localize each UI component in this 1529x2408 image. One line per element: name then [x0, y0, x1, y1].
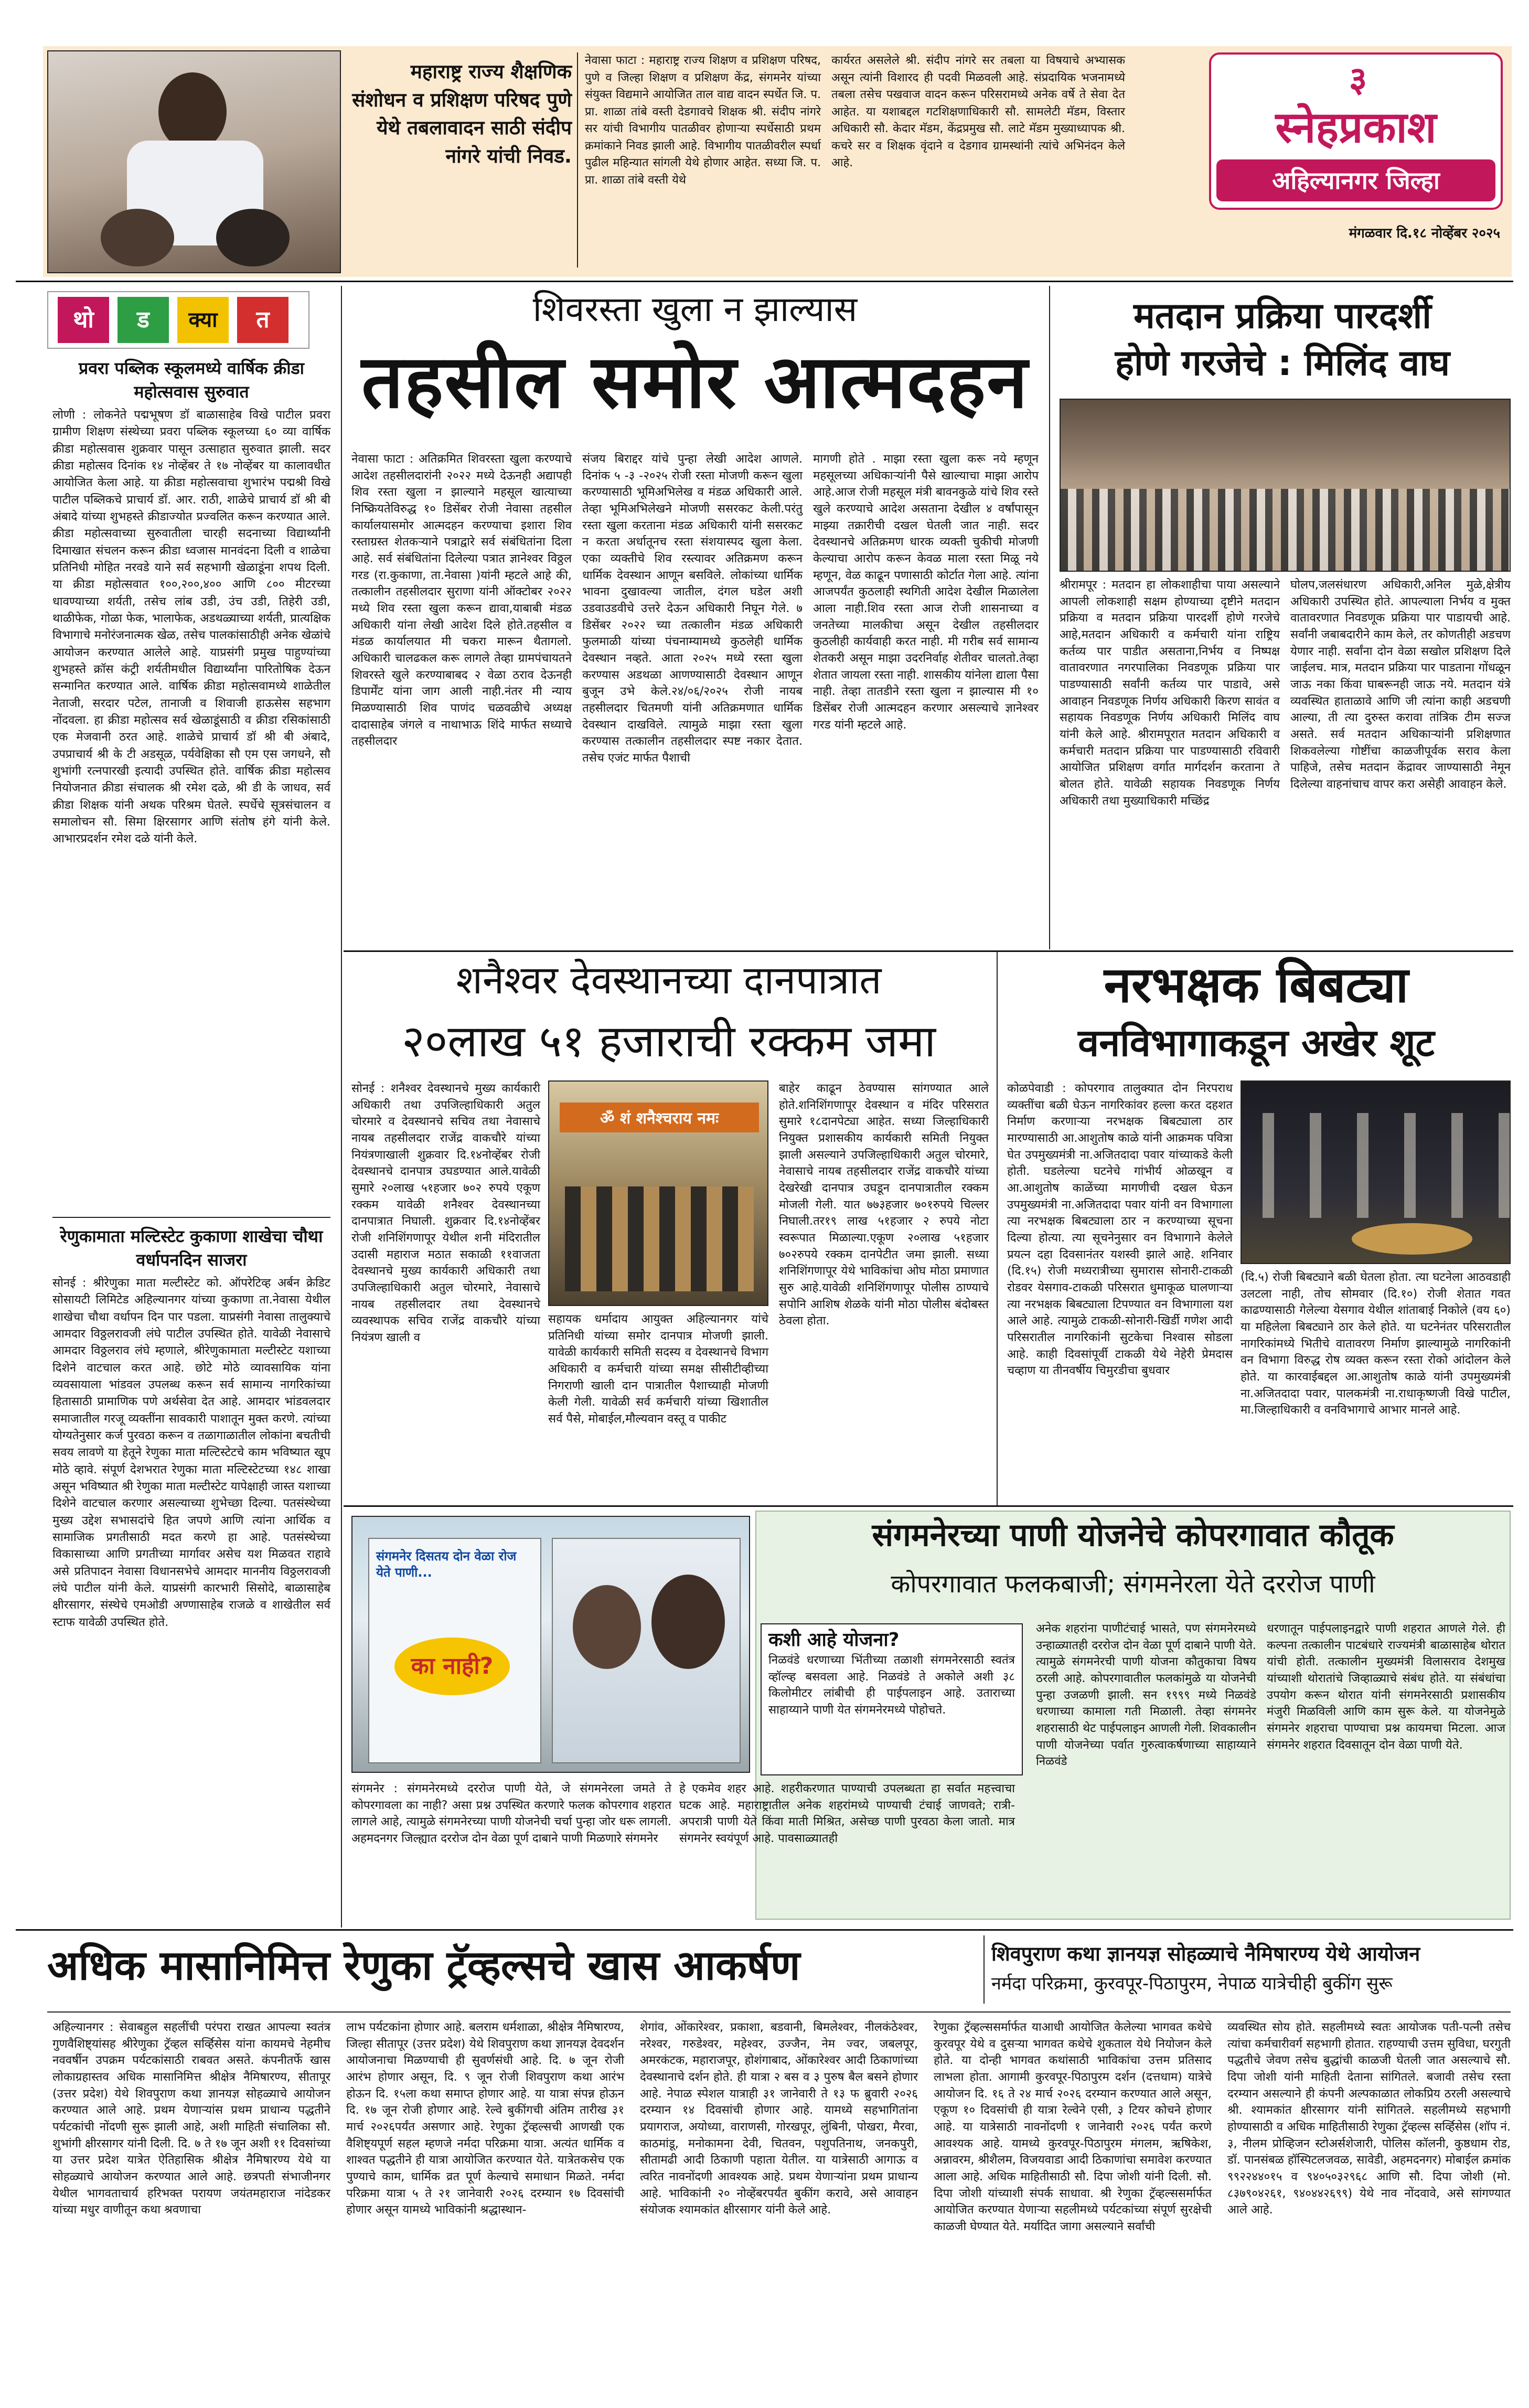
leopard-photo — [1241, 1080, 1511, 1264]
thodkyat-story2-title: रेणुकामाता मल्टिस्टेट कुकाणा शाखेचा चौथा वर्धापनदिन साजरा — [60, 1226, 323, 1270]
thodkyat-story1-title: प्रवरा पब्लिक स्कूलमध्ये वार्षिक क्रीडा महोत्सवास सुरुवात — [79, 358, 304, 402]
shani-headline: २०लाख ५१ हजाराची रक्कम जमा — [401, 1015, 936, 1067]
shani-kicker: शनैश्वर देवस्थानच्या दानपात्रात — [456, 958, 882, 1003]
banner-text-2: का नाही? — [394, 1638, 510, 1695]
bibatya-headline-2: वनविभागाकडून अखेर शूट — [1078, 1021, 1435, 1065]
matdan-headline-2: होणे गरजेचे : मिलिंद वाघ — [1115, 343, 1450, 384]
renuka-headline: अधिक मासानिमित्त रेणुका ट्रॅव्हल्सचे खास आकर्षण — [47, 1942, 800, 1989]
thodkyat-letter-4: त — [237, 297, 288, 343]
yojana-box-body: निळवंडे धरणाच्या भिंतीच्या तळाशी संगमनेरसाठी स्वतंत्र व्हॉल्व्ह बसवला आहे. निळवंडे ते अकोले अशी ३८ किलोमीटर लांबीची ही पाईपलाइन आहे. उताराच्या साहाय्याने पाणी येत संगमनेरमध्ये पोहोचते. — [768, 1653, 1015, 1717]
renuka-col1: अहिल्यानगर : सेवाबहुल सहलींची परंपरा राखत आपल्या स्वतंत्र गुणवैशिष्ट्यांसह श्रीरेणुका ट्रॅव्हल सर्व्हिसेस यांना कायमचे नेहमीच नववर्षीन उपक्रम पर्यटकांसाठी राबवत असते. कंपनीतर्फे खास लोकाग्रहास्तव अधिक मासानिमित्त श्रीक्षेत्र नैमिषारण्य, सीतापूर (उत्तर प्रदेश) येथे शिवपुराण कथा ज्ञानयज्ञ सोहळ्याचे आयोजन करण्यात आले आहे. प्रथम येणाऱ्यांस प्रथम प्राधान्य पद्धतीने पर्यटकांची नोंदणी सुरू झाली आहे, अशी माहिती संचालिका सौ. शुभांगी क्षीरसागर यांनी दिली. दि. ७ ते १७ जून अशी ११ दिवसांच्या या उत्तर प्रदेश यात्रेत ऐतिहासिक श्रीक्षेत्र नैमिषारण्य येथे या सोहळ्याचे आयोजन करण्यात आले आहे. छत्रपती संभाजीनगर येथील भागवताचार्य हरिभक्त परायण जयंतमहाराज नांदेडकर यांच्या मधुर वाणीतून कथा श्रवणाचा — [52, 2020, 330, 2217]
pani-col-right: धरणातून पाईपलाइनद्वारे पाणी शहरात आणले गेले. ही कल्पना तत्कालीन पाटबंधारे राज्यमंत्री बाळासाहेब थोरात यांची होती. तत्कालीन मुख्यमंत्री विलासराव देशमुख यांच्याशी थोरातांचे जिव्हाळ्याचे संबंध होते. या संबंधांचा उपयोग करून थोरात यांनी संगमनेरसाठी प्रशासकीय मंजुरी मिळविली आणि काम सुरू केले. या योजनेमुळे संगमनेर शहराचा पाण्याचा प्रश्न कायमचा मिटला. आज संगमनेर शहरात दिवसातून दोन वेळा पाणी येते. — [1267, 1622, 1505, 1752]
training-hall-photo — [1060, 399, 1511, 572]
temple-donation-photo — [548, 1080, 768, 1306]
renuka-col5: व्यवस्थित सोय होते. सहलीमध्ये स्वतः आयोजक पती-पत्नी तसेच त्यांचा कर्मचारीवर्ग सहभागी होतात. राहण्याची उत्तम सुविधा, घरगुती पद्धतीचे जेवण तसेच बुद्धांची काळजी घेतली जात असल्याचे सौ. दिपा जोशी यांनी माहिती देताना सांगितले. बजावी तसेच रस्ता दरम्यान असल्याने ही कंपनी अल्पकाळात लोकप्रिय ठरली असल्याचे श्री. श्यामकांत क्षीरसागर यांनी सांगितले. सहलीमध्ये सहभागी होण्यासाठी व अधिक माहितीसाठी रेणुका ट्रॅव्हल्स सर्व्हिसेस (शॉप नं. ३, नीलम प्रोव्हिजन स्टोअर्सशेजारी, पोलिस कॉलनी, कुष्ठधाम रोड, डॉ. पानसंबळ हॉस्पिटलजवळ, सावेडी, अहमदनगर) मोबाईल क्रमांक ९९२२४४०१५ व ९४०५०३२९६८ आणि सौ. दिपा जोशी (मो. ८३७९०४२६१, ९४०४४२६९९) येथे नाव नोंदवावे, असे सांगण्यात आले आहे. — [1227, 2020, 1511, 2217]
shivrasta-kicker: शिवरस्ता खुला न झाल्यास — [532, 289, 858, 329]
top-story-col1: नेवासा फाटा : महाराष्ट्र राज्य शिक्षण व प्रशिक्षण परिषद, पुणे व जिल्हा शिक्षण व प्रशिक्षण केंद्र, संगमनेर यांच्या संयुक्त विद्यमाने आयोजित ताल वाद्य वादन स्पर्धेत जि. प. प्रा. शाळा तांबे वस्ती देडगावचे शिक्षक श्री. संदीप नांगरे सर यांची विभागीय पातळीवर होणाऱ्या स्पर्धेसाठी प्रथम क्रमांकाने निवड झाली आहे. विभागीय पातळीवरील स्पर्धा पुढील महिन्यात सांगली येथे होणार आहेत. सध्या जि. प. प्रा. शाळा तांबे वस्ती येथे — [585, 54, 821, 187]
shani-col3: बाहेर काढून ठेवण्यास सांगण्यात आले होते.शनिशिंगणापूर देवस्थान व मंदिर परिसरात सुमारे १८दानपेट्या आहेत. सध्या जिल्हाधिकारी नियुक्त प्रशासकीय कार्यकारी समिती नियुक्त झाली असल्याने उपजिल्हाधिकारी अतुल चोरमारे, नेवासाचे नायब तहसीलदार राजेंद्र वाकचौरे यांच्या देखरेखी दानपात्र उघडून दानपात्रातील रक्कम मोजली गेली. यात ७७३हजार ७०१रुपये चिल्लर निघाली.तर१९ लाख ५१हजार २ रुपये नोटा स्वरूपात मिळाल्या.एकूण २०लाख ५१हजार ७०२रुपये रक्कम दानपेटीत जमा झाली. सध्या शनिशिंगणापूर येथे भाविकांचा ओघ मोठा प्रमाणात सुरु आहे.यावेळी शनिशिंगणापूर पोलीस ठाण्याचे सपोनि आशिष शेळके यांनी मोठा पोलीस बंदोबस्त ठेवला होता. — [779, 1082, 989, 1328]
pani-bottom-col1: संगमनेर : संगमनेरमध्ये दररोज पाणी येते, जे संगमनेरला जमते ते कोपरगावला का नाही? असा प्रश्न उपस्थित करणारे फलक कोपरगाव शहरात लागले आहे, त्यामुळे संगमनेरच्या पाणी योजनेची चर्चा पुन्हा जोर धरू लागली. अहमदनगर जिल्ह्यात दररोज दोन वेळा पूर्ण दाबाने पाणी मिळणारे संगमनेर — [351, 1782, 671, 1845]
thodkyat-story2-body: सोनई : श्रीरेणुका माता मल्टीस्टेट को. ऑपरेटिव्ह अर्बन क्रेडिट सोसायटी लिमिटेड अहिल्यानगर यांच्या कुकाणा ता.नेवासा येथील शाखेचा चौथा वर्धापन दिन पार पडला. याप्रसंगी नेवासा तालुक्याचे आमदार विठ्ठलरावजी लंघे पाटील उपस्थित होते. यावेळी नेवासाचे आमदार विठ्ठलराव लंघे म्हणाले, श्रीरेणुकामाता मल्टीस्टेट यशाच्या दिशेने वाटचाल करत आहे. छोटे मोठे व्यावसायिक यांना व्यवसायाला भांडवल उपलब्ध करून सर्व सामान्य नागरिकांच्या हितासाठी प्रामाणिक पणे अर्थसेवा देत आहे. आमदार भांडवलदार समाजातील गरजू व्यक्तींना सावकारी पाशातून मुक्त करणे. त्यांच्या योग्यतेनुसार कर्ज पुरवठा करून व तळागाळातील लोकांना बचतीची सवय लावणे या हेतूने रेणुका माता मल्टिस्टेटचे काम भविष्यात खूप मोठे व्हावे. संपूर्ण देशभरात रेणुका माता मल्टिस्टेटच्या १४८ शाखा असून भविष्यात श्री रेणुका माता मल्टीस्टेट यापेक्षाही जास्त यशाच्या दिशेने वाटचाल करणार असल्याच्या शुभेच्छा दिल्या. पतसंस्थेच्या मुख्य उद्देश सभासदांचे हित जपणे आणि त्यांना आर्थिक व सामाजिक प्रगतीसाठी मदत करणे हा आहे. पतसंस्थेच्या विकासाच्या आणि प्रगतीच्या मार्गावर असेच यश मिळवत राहावे असे प्रतिपादन नेवासा विधानसभेचे आमदार माननीय विठ्ठलरावजी लंघे पाटील यांनी केले. याप्रसंगी कारभारी सिसोदे, बाळासाहेब क्षीरसागर, संस्थेचे एमओडी अण्णासाहेब राजळे व शाखेतील सर्व स्टाफ यावेळी उपस्थित होते. — [52, 1276, 330, 1629]
masthead-subtitle: अहिल्यानगर जिल्हा — [1216, 159, 1495, 201]
page-number: ३ — [1349, 59, 1367, 100]
shivrasta-headline: तहसील समोर आत्मदहन — [361, 339, 1029, 425]
matdan-col2: घोलप,जलसंधारण अधिकारी,अनिल मुळे,क्षेत्रीय अधिकारी उपस्थित होते. आपल्याला निर्भय व मुक्त वातावरणात निवडणूक प्रक्रिया पार पाडायची आहे. सर्वांनी जबाबदारीने काम केले, तर कोणतीही अडचण येणार नाही. सर्वांना दोन वेळा सखोल प्रशिक्षण दिले जाईलच. मात्र, मतदान प्रक्रिया पार पाडताना गोंधळून जाऊ नका किंवा घाबरूनही जाऊ नये. मतदान यंत्रे व्यवस्थित हाताळावे आणि जी त्यांना काही अडचणी आल्या, ती त्या दुरुस्त करावा तांत्रिक टीम सज्ज असते. सर्व मतदान अधिकाऱ्यांनी प्रशिक्षणात शिकवलेल्या गोष्टींचा काळजीपूर्वक सराव केला पाहिजे, तसेच मतदान केंद्रावर जाण्यासाठी नेमून दिलेल्या वाहनांचाच वापर करा असेही आवाहन केले. — [1290, 578, 1511, 791]
shivrasta-col1: नेवासा फाटा : अतिक्रमित शिवरस्ता खुला करण्याचे आदेश तहसीलदारांनी २०२२ मध्ये देऊनही अद्यापही शिव रस्ता खुला न झाल्याने महसूल खात्याच्या निष्क्रियतेविरुद्ध १० डिसेंबर रोजी नेवासा तहसील कार्यालयासमोर आत्मदहन करण्याचा इशारा शिव रस्ताग्रस्त शेतकऱ्याने पत्राद्वारे सर्व संबंधितांना दिला आहे. सर्व संबंधितांना दिलेल्या पत्रात ज्ञानेश्वर विठ्ठल गरड (रा.कुकाणा, ता.नेवासा )यांनी म्हटले आहे की, तत्कालीन तहसीलदार सुराणा यांनी ऑक्टोबर २०२२ मध्ये शिव रस्ता खुला करून द्यावा,याबाबी मंडळ अधिकारी यांना लेखी आदेश दिले होते.तहसील व मंडळ कार्यालयात मी चकरा मारून थैतागलो. अधिकारी चालढकल करू लागले तेव्हा ग्रामपंचायतने शिवरस्ते खुले करण्याबाबद २ वेळा ठराव देऊनही डिपार्मेंट यांना जाग आली नाही.नंतर मी न्याय मिळण्यासाठी शिव पाणंद चळवळीचे अध्यक्ष दादासाहेब जंगले व नाथाभाऊ शिंदे मार्फत सध्याचे तहसीलदार — [351, 452, 572, 748]
renuka-col2: लाभ पर्यटकांना होणार आहे. बलराम धर्मशाळा, श्रीक्षेत्र नैमिषारण्य, जिल्हा सीतापूर (उत्तर प्रदेश) येथे शिवपुराण कथा ज्ञानयज्ञ देवदर्शन आयोजनाचा मिळण्याची ही सुवर्णसंधी आहे. दि. ७ जून रोजी आरंभ होणार असून, दि. ९ जून रोजी शिवपुराण कथा आरंभ होऊन दि. १५ला कथा समाप्त होणार आहे. या यात्रा संपन्न होऊन दि. १७ जून रोजी होणार आहे. रेल्वे बुकींगची अंतिम तारीख ३१ मार्च २०२६पर्यंत असणार आहे. रेणुका ट्रॅव्हल्सची आणखी एक वैशिष्ट्यपूर्ण सहल म्हणजे नर्मदा परिक्रमा यात्रा. अत्यंत धार्मिक व शाश्वत पद्धतीने ही यात्रा आयोजित करण्यात येते. यात्रेतकसेच एक पुण्याचे काम, धार्मिक व्रत पूर्ण केल्याचे समाधान मिळते. नर्मदा परिक्रमा यात्रा ५ ते २१ जानेवारी २०२६ दरम्यान १७ दिवसांची होणार असून यामध्ये भाविकांनी श्रद्धास्थान- — [346, 2020, 624, 2217]
pani-subhead: कोपरगावात फलकबाजी; संगमनेरला येते दररोज पाणी — [891, 1569, 1375, 1599]
masthead-title: स्नेहप्रकाश — [1275, 103, 1437, 153]
pani-bottom-col2: हे एकमेव शहर आहे. शहरीकरणात पाण्याची उपलब्धता हा सर्वात महत्त्वाचा घटक आहे. महाराष्ट्रातील अनेक शहरांमध्ये पाण्याची टंचाई जाणवते; रात्री-अपरात्री पाणी येते किंवा माती मिश्रित, असेच्छ पाणी पुरवठा केला जातो. मात्र संगमनेर स्वयंपूर्ण आहे. पावसाळ्यातही — [679, 1782, 1015, 1845]
temple-banner-text: ॐ शं शनैश्चराय नमः — [560, 1103, 759, 1132]
thodkyat-label — [47, 291, 309, 349]
masthead-date: मंगळवार दि.१८ नोव्हेंबर २०२५ — [1349, 226, 1500, 241]
matdan-col1: श्रीरामपूर : मतदान हा लोकशाहीचा पाया असल्याने आपली लोकशाही सक्षम होण्याच्या दृष्टीने मतदान प्रक्रिया व मतदान प्रक्रिया पारदर्शी होणे गरजेचे आहे,मतदान अधिकारी व कर्मचारी यांना राष्ट्रिय कर्तव्य पार पाडीत असताना,निर्भय व निष्पक्ष वातावरणात नगरपालिका निवडणूक प्रक्रिया पार पाडण्यासाठी सर्वांनी कर्तव्य पार पाडावे, असे आवाहन निवडणूक निर्णय अधिकारी किरण सावंत व सहायक निवडणूक निर्णय अधिकारी मिलिंद वाघ यांनी केले आहे. श्रीरामपूरात मतदान अधिकारी व कर्मचारी मतदान प्रक्रिया पार पाडण्यासाठी रविवारी आयोजित प्रशिक्षण वर्गात मार्गदर्शन करताना ते बोलत होते. यावेळी सहायक निवडणूक निर्णय अधिकारी तथा मुख्याधिकारी मच्छिंद्र — [1060, 578, 1280, 808]
matdan-headline-1: मतदान प्रक्रिया पारदर्शी — [1134, 295, 1431, 337]
bibatya-col-after: (दि.५) रोजी बिबट्याने बळी घेतला होता. त्या घटनेला आठवडाही उलटला नाही, तोच सोमवार (दि.१०) रोजी शेतात गवत काढण्यासाठी गेलेल्या येसगाव येथील शांताबाई निकोले (वय ६०) या महिलेला बिबट्याने ठार केले होते. या घटनेनंतर परिसरातील नागरिकांमध्ये भितीचे वातावरण निर्माण झाल्यामुळे नागरिकांनी वन विभागा विरुद्ध रोष व्यक्त करून रस्ता रोको आंदोलन केले होते. या कारवाईबद्दल आ.आशुतोष काळे यांनी उपमुख्यमंत्री ना.अजितदादा पवार, पालकमंत्री ना.राधाकृष्णजी विखे पाटील, मा.जिल्हाधिकारी व वनविभागाचे आभार मानले आहे. — [1241, 1270, 1511, 1417]
thodkyat-letter-3: क्या — [177, 297, 229, 343]
renuka-col3: शेगांव, ओंकारेश्वर, प्रकाशा, बडवानी, बिमलेश्वर, नीलकंठेश्वर, नरेश्वर, गरुडेश्वर, महेश्वर, उज्जैन, नेम ज्वर, जबलपूर, अमरकंटक, महाराजपूर, होशंगाबाद, ओंकारेश्वर आदी ठिकाणांच्या देवस्थानाचे दर्शन होते. ही यात्रा २ बस व ३ पुरुष बैल बसने होणार आहे. नेपाळ स्पेशल यात्राही ३१ जानेवारी ते १३ फ ब्रुवारी २०२६ दरम्यान १४ दिवसांची होणार आहे. यामध्ये सहभागितांना प्रयागराज, अयोध्या, वाराणसी, गोरखपूर, लुंबिनी, पोखरा, मैरवा, काठमांडू, मनोकामना देवी, चितवन, पशुपतिनाथ, जनकपुरी, सीतामढी आदी ठिकाणी पहाता येतील. या यात्रेसाठी आगाऊ व त्वरित नावनोंदणी आवश्यक आहे. प्रथम येणाऱ्यांना प्रथम प्राधान्य आहे. भाविकांनी २० नोव्हेंबरपर्यंत बुकींग करावे, असे आवाहन संयोजक श्यामकांत क्षीरसागर यांनी केले आहे. — [640, 2020, 918, 2217]
banner-text-1: संगमनेर दिसतय दोन वेळा रोज येते पाणी... — [376, 1549, 517, 1580]
shivrasta-col2: संजय बिराद्दर यांचे पुन्हा लेखी आदेश आणले. दिनांक ५ -३ -२०२५ रोजी रस्ता मोजणी करून खुला करण्यासाठी भूमिअभिलेख व मंडळ अधिकारी आले. तेव्हा भूमिअभिलेखने मोजणी ससरकट केली.परंतु रस्ता खुला करताना मंडळ अधिकारी यांनी ससरकट न करता अर्धातूनच रस्ता संशयास्पद खुला केला. एका व्यक्तीचे शिव रस्त्यावर अतिक्रमण करून धार्मिक देवस्थान आणून बसविले. लोकांच्या धार्मिक भावना दुखावल्या जातील, दंगल घडेल अशी उडवाउडवीचे उत्तरे देऊन अधिकारी निघून गेले. ७ डिसेंबर २०२२ च्या तत्कालीन मंडळ अधिकारी फुलमाळी यांच्या पंचनाम्यामध्ये कुठलेही धार्मिक देवस्थान नव्हते. आता २०२५ मध्ये रस्ता खुला करण्यास अडथळा आणण्यासाठी देवस्थान आणून बुजून उभे केले.२४/०६/२०२५ रोजी नायब तहसीलदार चितमणी यांनी अतिक्रमणात धार्मिक देवस्थान दाखविले. त्यामुळे माझा रस्ता खुला करण्यास तत्कालीन तहसीलदार स्पष्ट नकार देतात. तसेच एजंट मार्फत पैशाची — [582, 452, 803, 765]
thodkyat-story1-body: लोणी : लोकनेते पद्मभूषण डॉ बाळासाहेब विखे पाटील प्रवरा ग्रामीण शिक्षण संस्थेच्या प्रवरा पब्लिक स्कूलच्या ६० व्या वार्षिक क्रीडा महोत्सवास शुक्रवार पासून उत्साहात सुरुवात झाली. सदर क्रीडा महोत्सव दिनांक १४ नोव्हेंबर ते १७ नोव्हेंबर या कालावधीत आयोजित केला आहे. या क्रीडा महोत्सवाचा शुभारंभ पद्मश्री विखे पाटील पब्लिकचे प्राचार्य डॉ. आर. राठी, शाळेचे प्राचार्य डॉ श्री बी अंबादे यांच्या शुभहस्ते क्रीडाज्योत प्रज्वलित करून करण्यात आले. क्रीडा महोत्सवाच्या सुरुवातीला चारही सदनाच्या विद्यार्थ्यांनी दिमाखात संचलन करून क्रीडा ध्वजास मानवंदना दिली व शाळेचा प्रतिनिधी मोहित नरवडे याने सर्व सहभागी खेळाडूंना शपथ दिली. या क्रीडा महोत्सवात १००,२००,४०० आणि ८०० मीटरच्या धावण्याच्या शर्यती, तसेच लांब उडी, उंच उडी, तिहेरी उडी, थाळीफेक, गोळा फेक, भालाफेक, अडथळ्याच्या शर्यती, प्रात्यक्षिक विभागाचे मनोरंजनात्मक खेळ, तसेच पालकांसाठीही अनेक खेळांचे आयोजन करण्यात आलेले आहे. याप्रसंगी प्रमुख पाहुण्यांच्या शुभहस्ते क्रॉस कंट्री शर्यतीमधील विद्यार्थ्यांना पारितोषिक देऊन सन्मानित करण्यात आले. वार्षिक क्रीडा महोत्सवामध्ये शाळेतील नेताजी, सरदार पटेल, तानाजी व शिवाजी हाऊसेस सहभाग नोंदवला. हा क्रीडा महोत्सव सर्व खेळाडूंसाठी व क्रीडा रसिकांसाठी एक मेजवानी ठरत आहे. शाळेचे प्राचार्य डॉ श्री बी अंबादे, उपप्राचार्य श्री के टी अडसूळ, पर्यवेक्षिका सौ एम एस जगधने, सौ शुभांगी रत्नपारखी इत्यादी उपस्थित होते. वार्षिक क्रीडा महोत्सव नियोजनात क्रीडा संचालक श्री रमेश दळे, श्री डी के जाधव, सर्व क्रीडा शिक्षक यांनी अथक परिश्रम घेतले. स्पर्धेचे सूत्रसंचालन व समालोचन सौ. सिमा क्षिरसागर आणि संतोष हंगे यांनी केले. आभारप्रदर्शन रमेश दळे यांनी केले. — [52, 408, 330, 846]
shani-col1: सोनई : शनैश्वर देवस्थानचे मुख्य कार्यकारी अधिकारी तथा उपजिल्हाधिकारी अतुल चोरमारे व देवस्थानचे सचिव तथा नेवासाचे नायब तहसीलदार राजेंद्र वाकचौरे यांच्या नियंत्रणाखाली शुक्रवार दि.१४नोव्हेंबर रोजी देवस्थानचे दानपात्र उघडण्यात आले.यावेळी सुमारे २०लाख ५१हजार ७०२ रुपये एकूण रक्कम यावेळी शनैश्वर देवस्थानच्या दानपात्रात निघाली. शुक्रवार दि.१४नोव्हेंबर रोजी शनिशिंगणापूर येथील शनी मंदिरातील उदासी महाराज मठात सकाळी ११वाजता देवस्थानचे मुख्य कार्यकारी अधिकारी तथा उपजिल्हाधिकारी अतुल चोरमारे, नेवासाचे नायब तहसीलदार तथा देवस्थानचे व्यवस्थापक सचिव राजेंद्र वाकचौरे यांच्या नियंत्रण खाली व — [351, 1082, 540, 1344]
thodkyat-letter-2: ड — [117, 297, 169, 343]
renuka-subline-2: नर्मदा परिक्रमा, कुरवपूर-पिठापुरम, नेपाळ यात्रेचीही बुकींग सुरू — [991, 1973, 1393, 1994]
top-story-headline: महाराष्ट्र राज्य शैक्षणिक संशोधन व प्रशिक्षण परिषद पुणे येथे तबलावादन साठी संदीप नांगरे यांची निवड. — [352, 60, 572, 167]
water-banner-photo — [351, 1516, 750, 1773]
shivrasta-col3: मागणी होते . माझा रस्ता खुला करू नये म्हणून महसूलच्या अधिकाऱ्यांनी पैसे खाल्याचा माझा आरोप आहे.आज रोजी महसूल मंत्री बावनकुळे यांचे शिव रस्ते खुले करण्याचे आदेश असताना देखील ४ वर्षांपासून माझ्या तक्रारीची दखल घेतली जात नाही. सदर देवस्थानचे अतिक्रमण धारक व्यक्ती चुकीची मोजणी केल्याचा आरोप करून केवळ माला रस्ता मिळू नये म्हणून, वेळ काढून पणासाठी कोर्टात गेला आहे. त्यांना आजपर्यंत कुठलाही स्थगिती आदेश देखील मिळालेला आला नाही.शिव रस्ता आज रोजी शासनाच्या व जनतेच्या मालकीचा असून देखील तहसीलदार कुठलीही कार्यवाही करत नाही. मी गरीब सर्व सामान्य शेतकरी असून माझा उदरनिर्वाह शेतीवर चालतो.तेव्हा शेतात जायला रस्ता नाही. शासकीय यांनेला द्याला पैसा नाही. तेव्हा तातडीने रस्ता खुला न झाल्यास मी १० डिसेंबर रोजी आत्मदहन करणार असल्याचे ज्ञानेश्वर गरड यांनी म्हटले आहे. — [813, 452, 1039, 732]
masthead — [1209, 52, 1503, 210]
bibatya-col-full: कोळपेवाडी : कोपरगाव तालुक्यात दोन निरपराध व्यक्तींचा बळी घेऊन नागरिकांवर हल्ला करत दहशत निर्माण करणाऱ्या नरभक्षक बिबट्याला ठार मारण्यासाठी आ.आशुतोष काळे यांनी आक्रमक पवित्रा घेत उपमुख्यमंत्री ना.अजितदादा पवार यांच्याकडे केली होती. घडलेल्या घटनेचे गांभीर्य ओळखून व आ.आशुतोष काळेंच्या मागणीची दखल घेऊन उपमुख्यमंत्री ना.अजितदादा पवार यांनी वन विभागाला त्या नरभक्षक बिबट्याला ठार न करण्याच्या सूचना दिल्या होत्या. त्या सूचनेनुसार वन विभागाने केलेले प्रयत्न दहा दिवसानंतर यशस्वी झाले आहे. शनिवार (दि.१५) रोजी मध्यरात्रीच्या सुमारास सोनारी-टाकळी रोडवर येसगाव-टाकळी परिसरात धुमाकूळ घालणाऱ्या त्या नरभक्षक बिबट्याला टिपण्यात वन विभागाला यश आले आहे. त्यामुळे टाकळी-सोनारी-खिर्डी गणेश आदी परिसरातील नागरिकांनी सुटकेचा निश्वास सोडला आहे. काही दिवसांपूर्वी टाकळी येथे नेहेरी प्रेमदास चव्हाण या तीनवर्षीय चिमुरडीचा बुधवार — [1007, 1082, 1233, 1378]
bibatya-headline-1: नरभक्षक बिबट्या — [1104, 957, 1409, 1014]
pani-col-mid: अनेक शहरांना पाणीटंचाई भासते, पण संगमनेरमध्ये उन्हाळ्यातही दररोज दोन वेळा पूर्ण दाबाने पाणी येते. त्यामुळे संगमनेरची पाणी योजना कौतुकाचा विषय ठरली आहे. कोपरगावातील फलकांमुळे या योजनेची पुन्हा उजळणी झाली. सन १९९९ मध्ये निळवंडे धरणाच्या कामाला गती मिळाली. तेव्हा संगमनेर शहरासाठी थेट पाईपलाइन आणली गेली. शिवकालीन पाणी योजनेच्या पर्वात गुरुत्वाकर्षणाच्या साहाय्याने निळवंडे — [1036, 1622, 1256, 1769]
tabla-player-photo — [47, 50, 341, 273]
renuka-col4: रेणुका ट्रॅव्हल्ससर्मार्फत याआधी आयोजित केलेल्या भागवत कथेचे कुरवपूर येथे व दुसऱ्या भागवत कथेचे शुकताल येथे नियोजन केले होते. या दोन्ही भागवत कथांसाठी भाविकांचा उत्तम प्रतिसाद लाभला होता. आगामी कुरवपूर-पिठापुरम दर्शन (दत्तधाम) यात्रेचे आयोजन दि. १६ ते २४ मार्च २०२६ दरम्यान करण्यात आले असून, एकूण १० दिवसांची ही यात्रा रेल्वेने एसी, ३ टियर कोचने होणार आहे. या यात्रेसाठी नावनोंदणी १ जानेवारी २०२६ पर्यंत करणे आवश्यक आहे. यामध्ये कुरवपूर-पिठापुरम मंगलम, ऋषिकेश, अन्नावरम, श्रीशैलम, विजयवाडा आदी ठिकाणांचा समावेश करण्यात आला आहे. अधिक माहितीसाठी सौ. दिपा जोशी यांनी दिली. सौ. दिपा जोशी यांच्याशी संपर्क साधावा. श्री रेणुका ट्रॅव्हल्ससर्मार्फत आयोजित करण्यात येणाऱ्या सहलीमध्ये पर्यटकांच्या संपूर्ण सुरक्षेची काळजी घेण्यात येते. मर्यादित जागा असल्याने सर्वांची — [934, 2020, 1212, 2233]
top-story-col2: कार्यरत असलेले श्री. संदीप नांगरे सर तबला या विषयाचे अभ्यासक असून त्यांनी विशारद ही पदवी मिळवली आहे. संप्रदायिक भजनामध्ये तबला तसेच पखवाज वादन करून परिसरामध्ये अनेक वर्षे ते सेवा देत आहेत. या यशाबद्दल गटशिक्षणाधिकारी सौ. सामलेटी मॅडम, विस्तार अधिकारी सौ. केदार मॅडम, केंद्रप्रमुख सौ. लाटे मॅडम मुख्याध्यापक श्री. कचरे सर व शिक्षक वृंदाने व देडगाव ग्रामस्थांनी त्यांचे अभिनंदन केले आहे. — [831, 54, 1125, 170]
yojana-box-title: कशी आहे योजना? — [768, 1629, 900, 1651]
shani-col2: सहायक धर्मादाय आयुक्त अहिल्यानगर यांचे प्रतिनिधी यांच्या समोर दानपात्र मोजणी झाली. यावेळी कार्यकारी समिती सदस्य व देवस्थानचे विभाग अधिकारी व कर्मचारी यांच्या समक्ष सीसीटीव्हीच्या निगराणी खाली दान पात्रातील पैशाच्याही मोजणी केली गेली. यावेळी सर्व कर्मचारी यांच्या खिशातील सर्व पैसे, मोबाईल,मौल्यवान वस्तू व पाकीट — [548, 1312, 768, 1426]
thodkyat-letter-1: थो — [58, 297, 109, 343]
renuka-subline-1: शिवपुराण कथा ज्ञानयज्ञ सोहळ्याचे नैमिषारण्य येथे आयोजन — [991, 1942, 1420, 1965]
pani-headline: संगमनेरच्या पाणी योजनेचे कोपरगावात कौतूक — [872, 1517, 1394, 1554]
